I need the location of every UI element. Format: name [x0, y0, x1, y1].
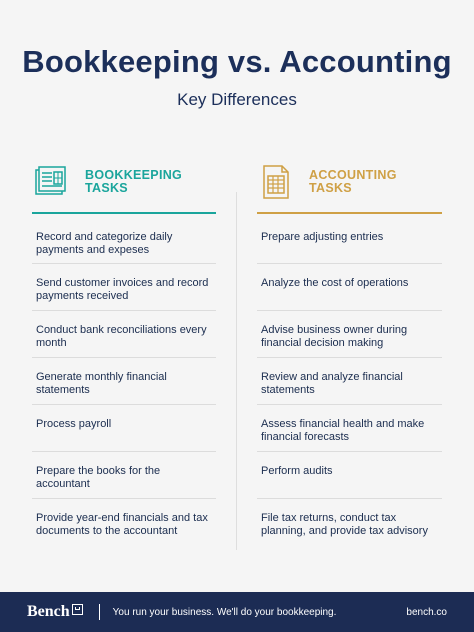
bookkeeping-task: Send customer invoices and record payments received — [32, 264, 216, 311]
accounting-task: Advise business owner during financial decision making — [257, 311, 442, 358]
page-title: Bookkeeping vs. Accounting — [22, 44, 452, 79]
bookkeeping-task: Record and categorize daily payments and expeses — [32, 218, 216, 264]
bookkeeping-task: Generate monthly financial statements — [32, 358, 216, 405]
accounting-rule — [257, 212, 442, 214]
accounting-heading: ACCOUNTING TASKS — [309, 168, 397, 195]
bookkeeping-task: Process payroll — [32, 405, 216, 452]
bench-logo — [27, 603, 83, 621]
brand-name: Bench — [27, 603, 70, 620]
bookkeeping-task: Prepare the books for the accountant — [32, 452, 216, 499]
page-subtitle: Key Differences — [177, 90, 297, 109]
footer-site-link[interactable]: bench.co — [406, 606, 447, 618]
accounting-task: Perform audits — [257, 452, 442, 499]
bookkeeping-task: Provide year-end financials and tax documents to the accountant — [36, 512, 208, 537]
column-divider — [236, 192, 237, 550]
ledger-icon — [34, 164, 70, 200]
accounting-task: Assess financial health and make financial forecasts — [257, 405, 442, 452]
footer-tagline: You run your business. We'll do your bookkeeping. — [112, 606, 337, 618]
accounting-task: Prepare adjusting entries — [257, 218, 442, 264]
footer-bar — [0, 592, 474, 632]
footer-separator — [99, 604, 100, 620]
accounting-task: File tax returns, conduct tax planning, and provide tax advisory — [261, 512, 428, 537]
bookkeeping-task-list — [32, 218, 216, 546]
spreadsheet-document-icon — [258, 164, 294, 200]
bench-mark-icon — [72, 604, 83, 615]
bookkeeping-header — [34, 162, 195, 202]
accounting-header — [258, 162, 419, 202]
accounting-task-list — [257, 218, 442, 546]
bookkeeping-task: Conduct bank reconciliations every month — [32, 311, 216, 358]
bookkeeping-rule — [32, 212, 216, 214]
accounting-task: Review and analyze financial statements — [257, 358, 442, 405]
bookkeeping-heading: BOOKKEEPING TASKS — [85, 168, 183, 195]
accounting-task: Analyze the cost of operations — [257, 264, 442, 311]
